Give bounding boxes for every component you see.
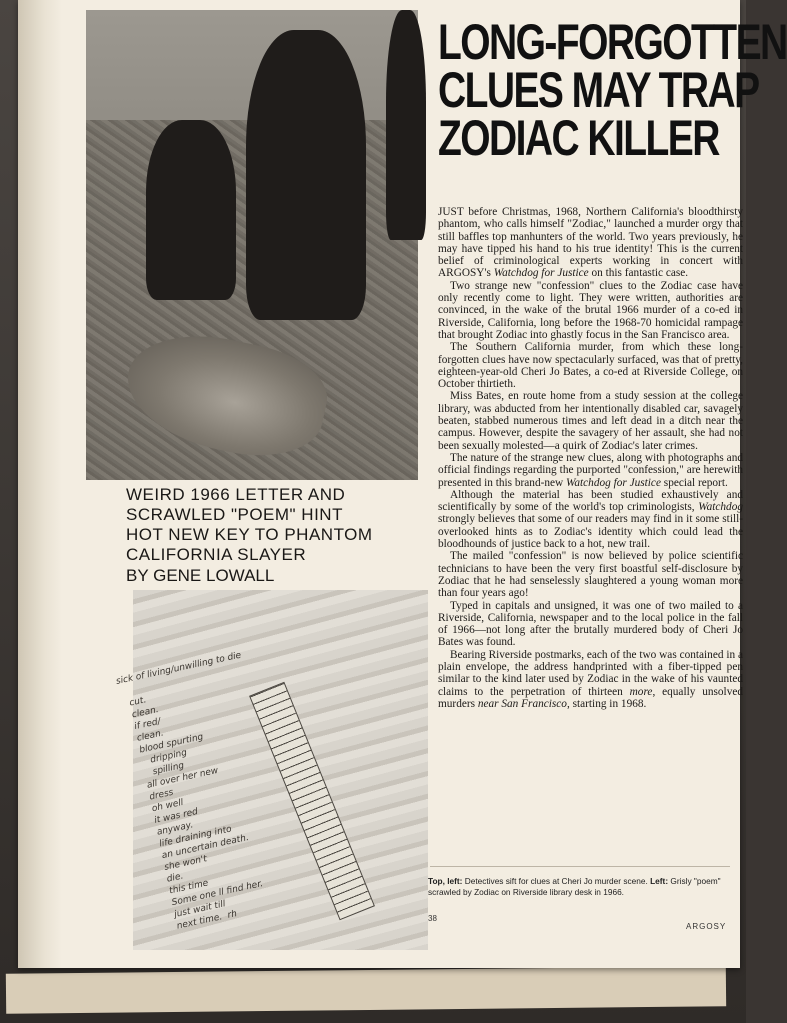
underlying-page-edge [6, 966, 726, 1014]
paragraph: JUST before Christmas, 1968, Northern California's bloodthirsty phantom, who calls himself "Zodiac," launched a murder orgy that still baffles top manhunters of the world. Two years previously, he may have tipped his hand to his true identity! This is the current belief of criminological experts working in concert with ARGOSY's Watchdog for Justice on this fantastic case. [438, 206, 743, 280]
photo-caption: Top, left: Detectives sift for clues at Cheri Jo murder scene. Left: Grisly "poem" scrawled by Zodiac on Riverside library desk in 1966. [428, 876, 721, 897]
magazine-page [18, 0, 787, 968]
article-body [438, 206, 743, 856]
page-gutter [18, 0, 62, 968]
byline: BY GENE LOWALL [126, 566, 275, 585]
detective-figure-left [146, 120, 236, 300]
paragraph: Bearing Riverside postmarks, each of the two was contained in a plain envelope, the address handprinted with a fiber-tipped pen similar to the kind later used by Zodiac in the wake of his vaunted claims to the perpetration of thirteen more, equally unsolved murders near San Francisco, starting in 1968. [438, 648, 744, 710]
headline-line-1: LONG-FORGOTTEN [438, 14, 787, 70]
deck-line-2: SCRAWLED "POEM" HINT [126, 505, 343, 524]
deck [126, 485, 426, 565]
magazine-name: ARGOSY [686, 922, 727, 931]
paragraph: Miss Bates, en route home from a study session at the college library, was abducted from her intentionally disabled car, savagely beaten, stabbed numerous times and left dead in a ditch near the campus. However, despite the savagery of her assault, she had not been sexually molested—a quirk of Zodiac's later crimes. [438, 390, 743, 452]
detective-figure-center [246, 30, 366, 320]
paragraph: Two strange new "confession" clues to the Zodiac case have only recently come to light. They were written, authorities are convinced, in the wake of the brutal 1966 murder of a co-ed in Riverside, California, long before the 1968-70 homicidal rampage that brought Zodiac into ghastly focus in the San Francisco area. [438, 279, 743, 341]
paragraph: Typed in capitals and unsigned, it was one of two mailed to a Riverside, California, newspaper and to the local police in the fall of 1966—not long after the brutally murdered body of Cheri Jo Bates was found. [438, 599, 743, 649]
paragraph: The Southern California murder, from which these long-forgotten clues have now spectacularly surfaced, was that of pretty, eighteen-year-old Cheri Jo Bates, a co-ed at Riverside College, on October thirtieth. [438, 341, 743, 391]
crime-scene-photo [86, 10, 418, 480]
deck-line-1: WEIRD 1966 LETTER AND [126, 485, 346, 504]
headline [438, 14, 787, 166]
deck-line-3: HOT NEW KEY TO PHANTOM [126, 525, 373, 544]
deck-line-4: CALIFORNIA SLAYER [126, 545, 307, 564]
caption-rule [430, 866, 730, 867]
headline-line-3: ZODIAC KILLER [438, 110, 719, 166]
paragraph: The nature of the strange new clues, along with photographs and official findings regarding the purported "confession," are herewith presented in this brand-new Watchdog for Justice special report. [438, 451, 743, 489]
poem-scrawl: sick of living/unwilling to die cut. clean. if red/ clean. blood spurting dripping spilling all over her new dress oh well it was red anyway. life draining into an uncertain death. she won't die. this time Some one ll find her. just wait till next time. rh [115, 650, 264, 934]
poem-desk-photo [115, 590, 428, 950]
paragraph: Although the material has been studied exhaustively and scientifically by some of the world's top criminologists, Watchdog strongly believes that some of our readers may find in it some still-overlooked hints as to Zodiac's identity which could lead the bloodhounds of justice back to a hot, new trail. [438, 488, 743, 551]
detective-figure-right [386, 10, 426, 240]
headline-line-2: CLUES MAY TRAP [438, 62, 759, 118]
paragraph: The mailed "confession" is now believed by police scientific technicians to have been the very first boastful self-disclosure by Zodiac that he had senselessly slaughtered a young woman more than four years ago! [438, 550, 743, 600]
page-number: 38 [428, 914, 437, 923]
